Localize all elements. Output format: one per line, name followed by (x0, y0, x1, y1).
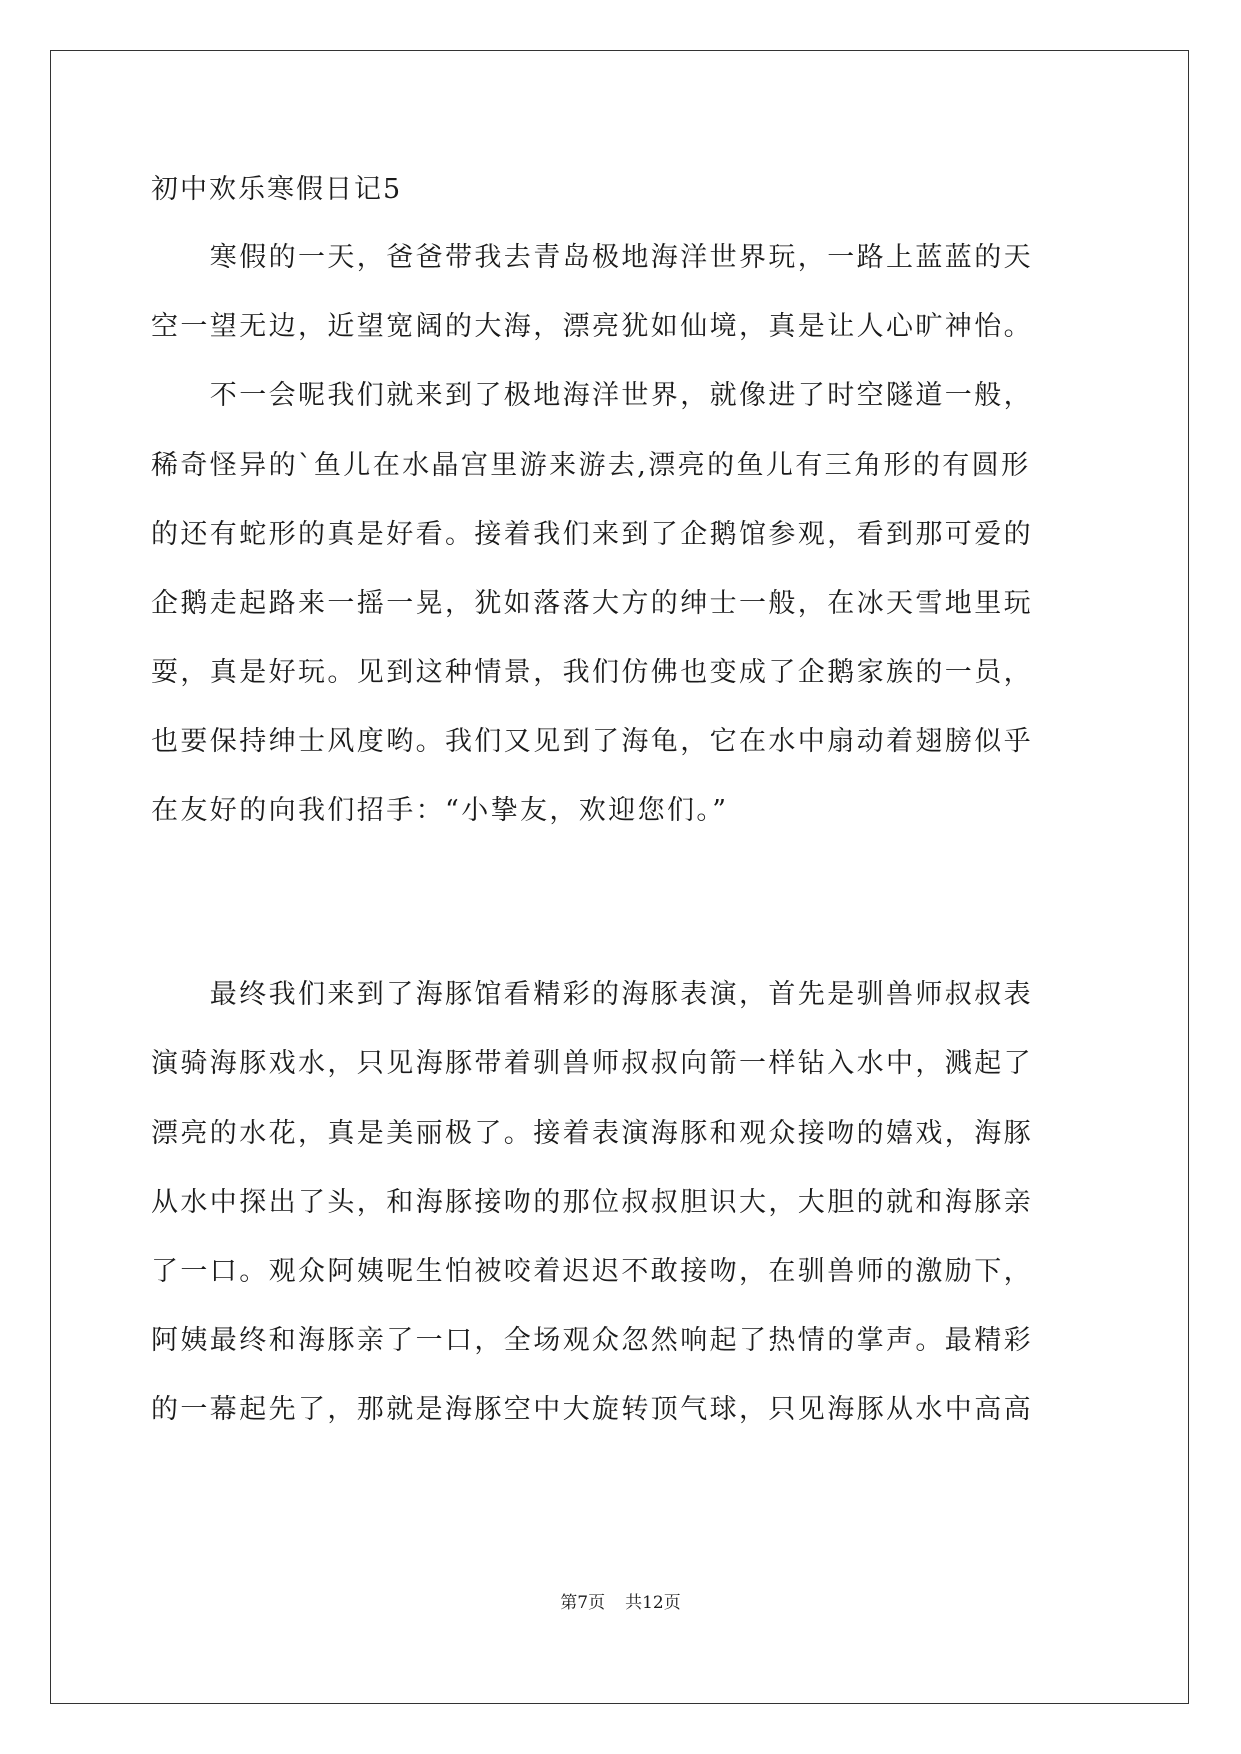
body-line: 稀奇怪异的`鱼儿在水晶宫里游来游去,漂亮的鱼儿有三角形的有圆形 (151, 450, 1031, 481)
page-number: 第7页 (560, 1593, 606, 1613)
body-line: 的还有蛇形的真是好看。接着我们来到了企鹅馆参观，看到那可爱的 (151, 519, 1033, 550)
body-line: 在友好的向我们招手：“小挚友，欢迎您们。” (151, 795, 729, 826)
body-line: 漂亮的水花，真是美丽极了。接着表演海豚和观众接吻的嬉戏，海豚 (151, 1118, 1033, 1149)
page-footer (0, 1591, 1241, 1615)
body-line: 空一望无边，近望宽阔的大海，漂亮犹如仙境，真是让人心旷神怡。 (151, 311, 1033, 342)
body-line: 企鹅走起路来一摇一晃，犹如落落大方的绅士一般，在冰天雪地里玩 (151, 588, 1033, 619)
body-line: 也要保持绅士风度哟。我们又见到了海龟，它在水中扇动着翅膀似乎 (151, 726, 1033, 757)
body-line: 最终我们来到了海豚馆看精彩的海豚表演，首先是驯兽师叔叔表 (151, 979, 1033, 1010)
body-line: 耍，真是好玩。见到这种情景，我们仿佛也变成了企鹅家族的一员， (151, 657, 1033, 688)
body-line: 从水中探出了头，和海豚接吻的那位叔叔胆识大，大胆的就和海豚亲 (151, 1187, 1033, 1218)
body-line: 不一会呢我们就来到了极地海洋世界，就像进了时空隧道一般， (151, 380, 1033, 411)
body-line: 演骑海豚戏水，只见海豚带着驯兽师叔叔向箭一样钻入水中，溅起了 (151, 1048, 1033, 1079)
page-total: 共12页 (625, 1593, 681, 1613)
body-line: 了一口。观众阿姨呢生怕被咬着迟迟不敢接吻，在驯兽师的激励下， (151, 1256, 1033, 1287)
body-line: 的一幕起先了，那就是海豚空中大旋转顶气球，只见海豚从水中高高 (151, 1394, 1033, 1425)
body-line: 阿姨最终和海豚亲了一口，全场观众忽然响起了热情的掌声。最精彩 (151, 1325, 1033, 1356)
page-border (50, 50, 1189, 1704)
document-title: 初中欢乐寒假日记5 (151, 174, 403, 205)
body-line: 寒假的一天，爸爸带我去青岛极地海洋世界玩，一路上蓝蓝的天 (151, 242, 1033, 273)
